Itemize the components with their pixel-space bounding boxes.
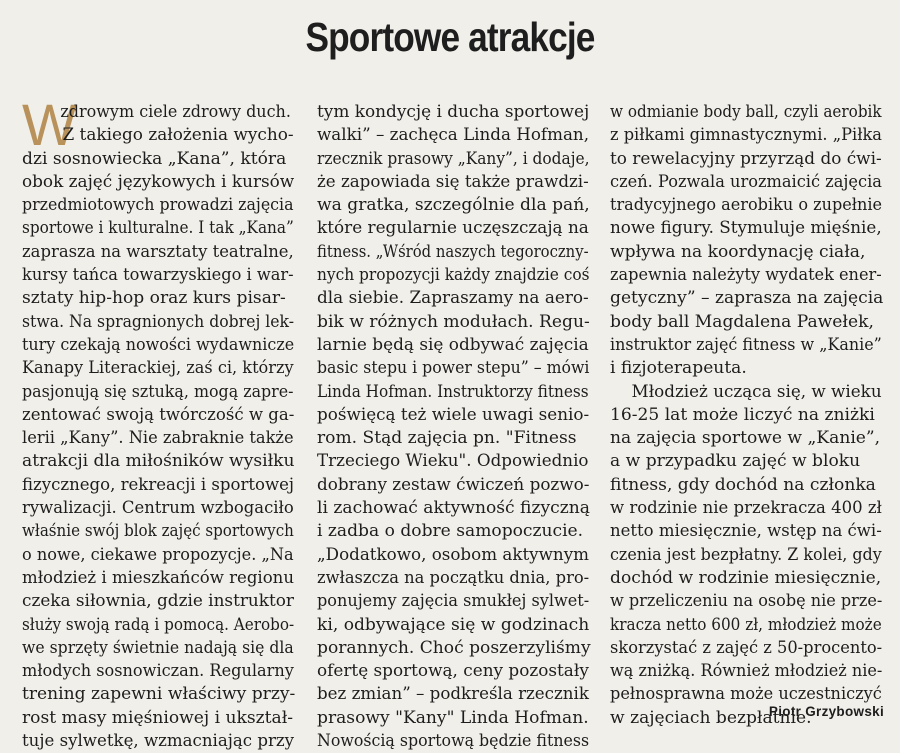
text-line: rzecznik prasowy „Kany”, i dodaje, bbox=[317, 148, 590, 169]
text-line: i zadba o dobre samopoczucie. bbox=[317, 521, 584, 542]
text-line: poświęcą też wiele uwagi senio- bbox=[317, 404, 590, 425]
text-line: a w przypadku zajęć w bloku bbox=[610, 451, 861, 472]
text-line: dla siebie. Zapraszamy na aero- bbox=[317, 288, 589, 309]
text-line: walki” – zachęca Linda Hofman, bbox=[317, 125, 590, 146]
text-line: zapewnia należyty wydatek ener- bbox=[610, 265, 882, 286]
author-byline: Piotr Grzybowski bbox=[768, 704, 884, 719]
text-line: czenia jest bezpłatny. Z kolei, gdy bbox=[610, 544, 882, 565]
text-line: netto miesięcznie, wstęp na ćwi- bbox=[610, 521, 882, 542]
text-line: młodych sosnowiczan. Regularny bbox=[22, 661, 294, 682]
text-line: rywalizacji. Centrum wzbogaciło bbox=[22, 498, 294, 519]
text-line: fitness. „Wśród naszych tegoroczny- bbox=[317, 241, 589, 262]
text-line: tradycyjnego aerobiku o zupełnie bbox=[610, 195, 883, 216]
text-line: wa gratka, szczególnie dla pań, bbox=[317, 195, 590, 216]
text-line: nych propozycji każdy znajdzie coś bbox=[317, 265, 590, 286]
text-line: sportowe i kulturalne. I tak „Kana” bbox=[22, 218, 294, 239]
text-line: bik w różnych modułach. Regu- bbox=[317, 311, 590, 332]
text-line: larnie będą się odbywać zajęcia bbox=[317, 334, 589, 355]
text-line: w zajęciach bezpłatnie. bbox=[610, 707, 812, 728]
text-line: czeń. Pozwala urozmaicić zajęcia bbox=[610, 171, 882, 192]
text-line: Młodzież ucząca się, w wieku bbox=[631, 381, 882, 402]
text-line: i fizjoterapeuta. bbox=[610, 358, 747, 379]
text-line: 16-25 lat może liczyć na zniżki bbox=[610, 404, 875, 425]
text-line: bez zmian” – podkreśla rzecznik bbox=[317, 684, 589, 705]
text-line: nowe figury. Stymuluje mięśnie, bbox=[610, 218, 882, 239]
text-line: o nowe, ciekawe propozycje. „Na bbox=[22, 544, 294, 565]
text-line: młodzież i mieszkańców regionu bbox=[22, 567, 294, 588]
column-3 bbox=[610, 101, 886, 730]
text-line: zentować swoją twórczość w ga- bbox=[22, 404, 295, 425]
text-line: rost masy mięśniowej i ukształ- bbox=[22, 707, 294, 728]
text-line: skorzystać z zajęć z 50-procento- bbox=[610, 637, 883, 658]
text-line: w rodzinie nie przekracza 400 zł bbox=[610, 498, 882, 519]
text-line: sztaty hip-hop oraz kurs pisar- bbox=[22, 288, 286, 309]
text-line: „Dodatkowo, osobom aktywnym bbox=[317, 544, 589, 565]
text-line: które regularnie uczęszczają na bbox=[317, 218, 589, 239]
text-line: z piłkami gimnastycznymi. „Piłka bbox=[610, 125, 882, 146]
text-line: wpływa na koordynację ciała, bbox=[610, 241, 866, 262]
column-2 bbox=[317, 101, 593, 753]
text-line: dzi sosnowiecka „Kana”, która bbox=[22, 148, 287, 169]
text-line: Nowością sportową będzie fitness bbox=[317, 731, 590, 752]
text-line: przedmiotowych prowadzi zajęcia bbox=[22, 195, 294, 216]
text-line: ofertę sportową, ceny pozostały bbox=[317, 661, 589, 682]
text-line: na zajęcia sportowe w „Kanie”, bbox=[610, 428, 881, 449]
text-line: to rewelacyjny przyrząd do ćwi- bbox=[610, 148, 882, 169]
text-line: pełnosprawna może uczestniczyć bbox=[610, 684, 882, 705]
text-line: służy swoją radą i pomocą. Aerobo- bbox=[22, 614, 295, 635]
text-line: Z takiego założenia wycho- bbox=[62, 125, 294, 146]
text-line: Linda Hofman. Instruktorzy fitness bbox=[317, 381, 589, 402]
text-line: stwa. Na spragnionych dobrej lek- bbox=[22, 311, 295, 332]
text-line: prasowy "Kany" Linda Hofman. bbox=[317, 707, 589, 728]
text-line: ki, odbywające się w godzinach bbox=[317, 614, 590, 635]
text-line: zdrowym ciele zdrowy duch. bbox=[60, 102, 291, 122]
text-line: instruktor zajęć fitness w „Kanie” bbox=[610, 334, 882, 355]
text-line: porannych. Choć poszerzyliśmy bbox=[317, 637, 591, 658]
text-line: wą zniżką. Również młodzież nie- bbox=[610, 661, 883, 682]
text-line: li zachować aktywność fizyczną bbox=[317, 498, 590, 519]
text-line: że zapowiada się także prawdzi- bbox=[317, 171, 589, 192]
text-line: pasjonują się sztuką, mogą zapre- bbox=[22, 381, 294, 402]
text-line: kursy tańca towarzyskiego i war- bbox=[22, 265, 294, 286]
text-line: lerii „Kany”. Nie zabraknie także bbox=[22, 428, 294, 449]
text-line: właśnie swój blok zajęć sportowych bbox=[22, 521, 294, 542]
text-line: trening zapewni właściwy przy- bbox=[22, 684, 296, 705]
article-title: Sportowe atrakcje bbox=[305, 14, 595, 60]
text-line: obok zajęć językowych i kursów bbox=[22, 171, 295, 192]
text-line: tym kondycję i ducha sportowej bbox=[317, 102, 590, 122]
text-line: dobrany zestaw ćwiczeń pozwo- bbox=[317, 474, 590, 495]
text-line: tury czekają nowości wydawnicze bbox=[22, 334, 295, 355]
text-line: kracza netto 600 zł, młodzież może bbox=[610, 614, 882, 635]
text-line: w przeliczeniu na osobę nie prze- bbox=[610, 591, 883, 612]
text-line: Trzeciego Wieku". Odpowiednio bbox=[317, 451, 589, 472]
text-line: w odmianie body ball, czyli aerobik bbox=[610, 102, 882, 122]
column-1 bbox=[22, 93, 298, 753]
text-line: fitness, gdy dochód na członka bbox=[610, 474, 876, 495]
text-line: ponujemy zajęcia smukłej sylwet- bbox=[317, 591, 590, 612]
text-line: Kanapy Literackiej, zaś ci, którzy bbox=[22, 358, 294, 379]
text-line: basic stepu i power stepu” – mówi bbox=[317, 358, 590, 379]
text-line: atrakcji dla miłośników wysiłku bbox=[22, 451, 295, 472]
text-line: czeka siłownia, gdzie instruktor bbox=[22, 591, 294, 612]
text-line: dochód w rodzinie miesięcznie, bbox=[610, 567, 882, 588]
text-line: getyczny” – zaprasza na zajęcia bbox=[610, 288, 884, 309]
text-line: body ball Magdalena Pawełek, bbox=[610, 311, 874, 332]
text-line: tuje sylwetkę, wzmacniając przy bbox=[22, 731, 295, 752]
drop-cap: W bbox=[22, 93, 77, 158]
text-line: we sprzęty świetnie nadają się dla bbox=[22, 637, 294, 658]
text-line: zaprasza na warsztaty teatralne, bbox=[22, 241, 294, 262]
text-line: zwłaszcza na początku dnia, pro- bbox=[317, 567, 590, 588]
text-line: fizycznego, rekreacji i sportowej bbox=[22, 474, 295, 495]
text-line: rom. Stąd zajęcia pn. "Fitness bbox=[317, 428, 577, 449]
